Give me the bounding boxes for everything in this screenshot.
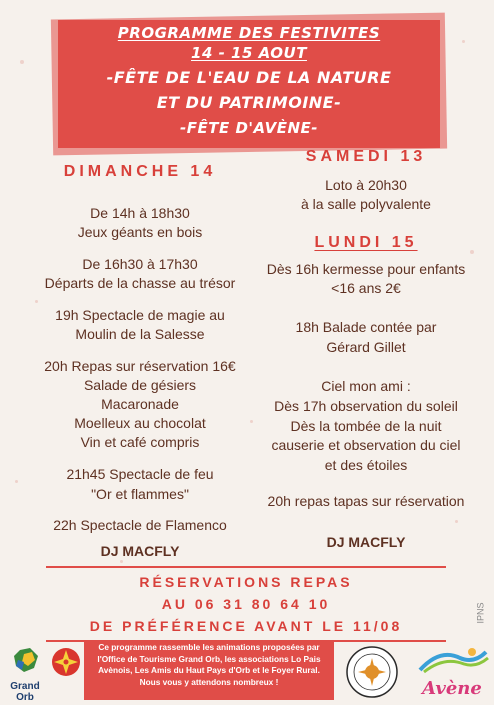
monday-dj: DJ MACFLY xyxy=(326,534,406,550)
sunday-item: Macaronade xyxy=(101,396,179,412)
sunday-item: 21h45 Spectacle de feu xyxy=(66,466,214,482)
avene-label: Avène xyxy=(422,678,482,699)
saturday-title: SAMEDI 13 xyxy=(305,148,427,165)
reservations-title: RÉSERVATIONS REPAS xyxy=(139,574,353,590)
monday-item: 20h repas tapas sur réservation xyxy=(267,493,465,509)
footer-text: Ce programme rassemble les animations proposées par l'Office de Tourisme Grand Orb, les associations Lo Pais Avènois, Les Amis du Haut Pays d'Orb et le Foyer Rural. Nous vous y attendons nombreux ! xyxy=(97,642,321,687)
sunday-dj: DJ MACFLY xyxy=(100,543,180,559)
occitan-cross-logo xyxy=(50,644,82,684)
header-subtitle-2: ET DU PATRIMOINE- xyxy=(156,93,342,112)
monday-item: <16 ans 2€ xyxy=(331,280,401,296)
sunday-item: 22h Spectacle de Flamenco xyxy=(53,517,227,533)
monday-item: Ciel mon ami : xyxy=(321,378,411,394)
sunday-item: Moelleux au chocolat xyxy=(74,415,206,431)
monday-title: LUNDI 15 xyxy=(314,234,418,251)
grand-orb-icon xyxy=(2,646,48,676)
monday-item: causerie et observation du ciel xyxy=(271,437,461,453)
grand-orb-logo xyxy=(2,646,48,703)
sunday-item: Vin et café compris xyxy=(80,434,200,450)
sunday-item: Salade de gésiers xyxy=(83,377,197,393)
amis-logo-text xyxy=(342,644,343,645)
sunday-title: DIMANCHE 14 xyxy=(63,163,217,180)
grand-orb-label: Grand Orb xyxy=(10,681,40,703)
header-title: PROGRAMME DES FESTIVITES xyxy=(117,24,381,42)
monday-item: Dès 17h observation du soleil xyxy=(274,398,458,414)
monday-item: Dès 16h kermesse pour enfants xyxy=(266,261,466,277)
sunday-item: "Or et flammes" xyxy=(91,486,189,502)
sunday-item: Jeux géants en bois xyxy=(77,224,203,240)
sunday-item: De 16h30 à 17h30 xyxy=(82,256,198,272)
reservations-deadline: DE PRÉFÉRENCE AVANT LE 11/08 xyxy=(89,618,403,634)
monday-item: Dès la tombée de la nuit xyxy=(290,418,442,434)
monday-item: 18h Balade contée par xyxy=(295,319,437,335)
sunday-item: De 14h à 18h30 xyxy=(90,205,190,221)
sun-emblem-icon xyxy=(342,644,402,700)
avene-mountain-icon xyxy=(410,644,494,674)
header-banner xyxy=(58,20,440,148)
avene-logo xyxy=(410,644,494,700)
reservations-box xyxy=(46,566,446,642)
sunday-item: Départs de la chasse au trésor xyxy=(44,275,236,291)
saturday-item: Loto à 20h30 xyxy=(325,177,407,193)
header-subtitle-3: -FÊTE D'AVÈNE- xyxy=(180,119,318,137)
monday-item: Gérard Gillet xyxy=(326,339,406,355)
header-dates: 14 - 15 AOUT xyxy=(191,44,307,62)
amis-haut-pays-logo xyxy=(342,644,402,700)
occitan-cross-icon xyxy=(50,644,82,684)
sunday-item: 20h Repas sur réservation 16€ xyxy=(44,358,236,374)
header-subtitle-1: -FÊTE DE L'EAU DE LA NATURE xyxy=(106,68,392,87)
saturday-item: à la salle polyvalente xyxy=(301,196,431,212)
monday-item: et des étoiles xyxy=(324,457,408,473)
ipns-mention: IPNS xyxy=(475,602,486,624)
reservations-phone: AU 06 31 80 64 10 xyxy=(161,596,331,612)
sunday-item: 19h Spectacle de magie au xyxy=(55,307,225,323)
sunday-item: Moulin de la Salesse xyxy=(75,326,205,342)
